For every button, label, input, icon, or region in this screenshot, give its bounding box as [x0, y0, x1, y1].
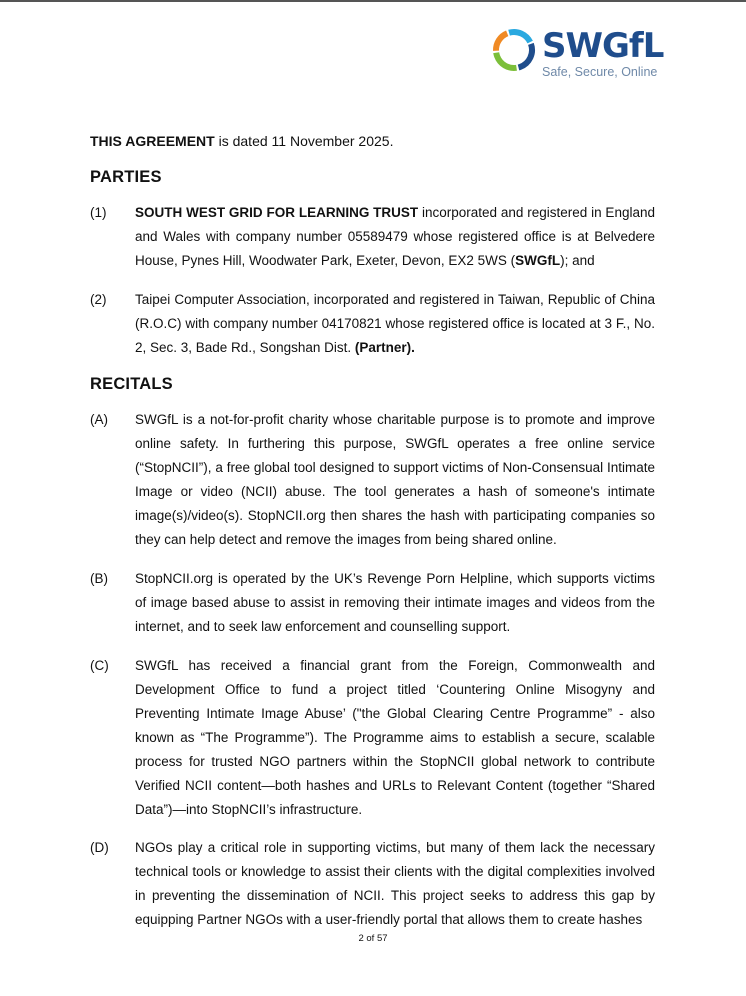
party-2	[90, 288, 656, 360]
party-suffix: ); and	[560, 253, 595, 268]
page-border	[0, 0, 746, 2]
agreement-label: THIS AGREEMENT	[90, 133, 215, 149]
item-number: (A)	[90, 412, 108, 427]
party-name: SOUTH WEST GRID FOR LEARNING TRUST	[135, 205, 419, 220]
swgfl-logo	[492, 26, 662, 82]
party-text	[135, 288, 655, 360]
recital-text: SWGfL is a not-for-profit charity whose charitable purpose is to promote and improve online safety. In furthering this purpose, SWGfL operates a free online service (“StopNCII”), a free global tool designed to support victims of Non-Consensual Intimate Image or video (NCII) abuse. The tool generates a hash of someone's intimate image(s)/video(s). StopNCII.org then shares the hash with participating companies so they can help detect and remove the images from being shared online.	[135, 412, 655, 547]
agreement-date-line	[90, 132, 393, 150]
recital-a	[90, 408, 656, 552]
recitals-heading: RECITALS	[90, 375, 173, 393]
party-short-name: SWGfL	[515, 253, 561, 268]
party-details: incorporated and registered in England and Wales with company number 05589479 whose registered office is at Belvedere House, Pynes Hill, Woodwater Park, Exeter, Devon, EX2 5WS (	[135, 205, 655, 268]
party-1	[90, 201, 656, 273]
party-short-name: (Partner).	[354, 340, 415, 355]
party-text	[135, 201, 655, 273]
recital-text: StopNCII.org is operated by the UK’s Revenge Porn Helpline, which supports victims of image based abuse to assist in removing their intimate images and videos from the internet, and to seek law enforcement and counselling support.	[135, 571, 655, 634]
recital-d	[90, 836, 656, 932]
item-number: (B)	[90, 571, 108, 586]
recital-b	[90, 567, 656, 639]
recital-text: SWGfL has received a financial grant from the Foreign, Commonwealth and Development Office to fund a project titled ‘Countering Online Misogyny and Preventing Intimate Image Abuse’ ("the Global Clearing Centre Programme” - also known as “The Programme”). The Programme aims to establish a secure, scalable process for trusted NGO partners within the StopNCII global network to contribute Verified NCII content—both hashes and URLs to Relevant Content (together “Shared Data”)—into StopNCII’s infrastructure.	[135, 658, 655, 817]
logo-tagline: Safe, Secure, Online	[542, 65, 658, 79]
page-number: 2 of 57	[358, 933, 388, 944]
item-number: (2)	[90, 292, 107, 307]
swgfl-logo-icon	[492, 28, 536, 72]
agreement-date: is dated 11 November 2025.	[214, 133, 394, 149]
item-number: (C)	[90, 658, 109, 673]
parties-heading: PARTIES	[90, 168, 162, 186]
logo-name: SWGfL	[542, 26, 664, 66]
party-details: Taipei Computer Association, incorporated and registered in Taiwan, Republic of China (R.O.C) with company number 04170821 whose registered office is located at 3 F., No. 2, Sec. 3, Bade Rd., Songshan Dist.	[135, 292, 655, 355]
recital-text: NGOs play a critical role in supporting victims, but many of them lack the necessary technical tools or knowledge to assist their clients with the digital complexities involved in preventing the dissemination of NCII. This project seeks to address this gap by equipping Partner NGOs with a user-friendly portal that allows them to create hashes	[135, 840, 655, 927]
item-number: (1)	[90, 205, 107, 220]
recital-c	[90, 654, 656, 822]
item-number: (D)	[90, 840, 109, 855]
